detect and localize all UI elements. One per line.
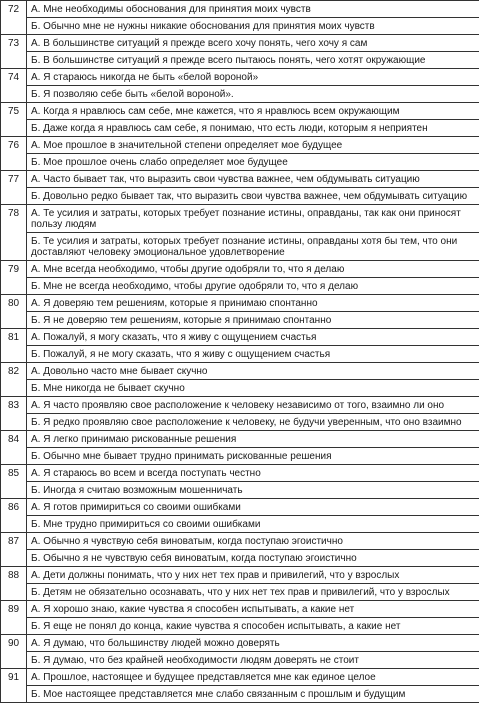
option-a-text: А. Дети должны понимать, что у них нет тех прав и привилегий, что у взрослых <box>27 567 479 584</box>
option-b-text: Б. Довольно редко бывает так, что выразить свои чувства важнее, чем обдумывать ситуацию <box>27 188 479 205</box>
option-b-text: Б. Обычно мне бывает трудно принимать рискованные решения <box>27 448 479 465</box>
option-b-text: Б. Мне трудно примириться со своими ошибками <box>27 516 479 533</box>
question-row-a <box>1 205 479 233</box>
question-number: 76 <box>1 137 27 171</box>
option-b-text: Б. Пожалуй, я не могу сказать, что я живу с ощущением счастья <box>27 346 479 363</box>
option-b-text: Б. Мне не всегда необходимо, чтобы другие одобряли то, что я делаю <box>27 278 479 295</box>
question-number: 91 <box>1 669 27 703</box>
option-b-text: Б. Я редко проявляю свое расположение к человеку, не будучи уверенным, что оно взаимно <box>27 414 479 431</box>
question-row-a <box>1 397 479 414</box>
question-row-b <box>1 86 479 103</box>
question-number: 73 <box>1 35 27 69</box>
option-b-text: Б. Обычно я не чувствую себя виноватым, когда поступаю эгоистично <box>27 550 479 567</box>
question-row-a <box>1 465 479 482</box>
option-a-text: А. Я доверяю тем решениям, которые я принимаю спонтанно <box>27 295 479 312</box>
question-number: 75 <box>1 103 27 137</box>
question-row-a <box>1 601 479 618</box>
option-a-text: А. Пожалуй, я могу сказать, что я живу с ощущением счастья <box>27 329 479 346</box>
question-row-a <box>1 431 479 448</box>
question-row-b <box>1 482 479 499</box>
question-row-b <box>1 278 479 295</box>
question-row-a <box>1 635 479 652</box>
option-b-text: Б. Я позволяю себе быть «белой вороной». <box>27 86 479 103</box>
question-row-a <box>1 295 479 312</box>
question-number: 88 <box>1 567 27 601</box>
question-number: 89 <box>1 601 27 635</box>
option-b-text: Б. Мое настоящее представляется мне слабо связанным с прошлым и будущим <box>27 686 479 703</box>
option-b-text: Б. Детям не обязательно осознавать, что у них нет тех прав и привилегий, что у взрослых <box>27 584 479 601</box>
option-a-text: А. Прошлое, настоящее и будущее представляется мне как единое целое <box>27 669 479 686</box>
option-a-text: А. Я думаю, что большинству людей можно доверять <box>27 635 479 652</box>
option-a-text: А. Я легко принимаю рискованные решения <box>27 431 479 448</box>
option-a-text: А. Я хорошо знаю, какие чувства я способен испытывать, а какие нет <box>27 601 479 618</box>
option-b-text: Б. Я не доверяю тем решениям, которые я принимаю спонтанно <box>27 312 479 329</box>
question-row-b <box>1 448 479 465</box>
question-row-b <box>1 618 479 635</box>
question-number: 85 <box>1 465 27 499</box>
question-number: 80 <box>1 295 27 329</box>
question-number: 82 <box>1 363 27 397</box>
question-row-b <box>1 380 479 397</box>
question-row-b <box>1 154 479 171</box>
question-number: 72 <box>1 1 27 35</box>
question-row-a <box>1 171 479 188</box>
question-row-a <box>1 1 479 18</box>
question-row-a <box>1 363 479 380</box>
question-row-a <box>1 567 479 584</box>
question-row-b <box>1 584 479 601</box>
option-a-text: А. Я стараюсь никогда не быть «белой вороной» <box>27 69 479 86</box>
question-row-b <box>1 686 479 703</box>
question-row-b <box>1 233 479 261</box>
question-number: 74 <box>1 69 27 103</box>
question-row-b <box>1 346 479 363</box>
option-b-text: Б. Я думаю, что без крайней необходимости людям доверять не стоит <box>27 652 479 669</box>
option-b-text: Б. Иногда я считаю возможным мошенничать <box>27 482 479 499</box>
question-row-b <box>1 652 479 669</box>
question-number: 83 <box>1 397 27 431</box>
question-number: 90 <box>1 635 27 669</box>
question-row-b <box>1 516 479 533</box>
option-a-text: А. Я готов примириться со своими ошибками <box>27 499 479 516</box>
question-row-b <box>1 120 479 137</box>
option-a-text: А. В большинстве ситуаций я прежде всего хочу понять, чего хочу я сам <box>27 35 479 52</box>
question-row-b <box>1 52 479 69</box>
option-b-text: Б. Я еще не понял до конца, какие чувства я способен испытывать, а какие нет <box>27 618 479 635</box>
option-b-text: Б. В большинстве ситуаций я прежде всего пытаюсь понять, чего хотят окружающие <box>27 52 479 69</box>
option-b-text: Б. Даже когда я нравлюсь сам себе, я понимаю, что есть люди, которым я неприятен <box>27 120 479 137</box>
option-a-text: А. Мне всегда необходимо, чтобы другие одобряли то, что я делаю <box>27 261 479 278</box>
question-row-b <box>1 18 479 35</box>
question-row-a <box>1 69 479 86</box>
question-number: 87 <box>1 533 27 567</box>
option-a-text: А. Я часто проявляю свое расположение к человеку независимо от того, взаимно ли оно <box>27 397 479 414</box>
question-row-a <box>1 261 479 278</box>
question-row-a <box>1 137 479 154</box>
question-number: 78 <box>1 205 27 261</box>
option-a-text: А. Мне необходимы обоснования для принятия моих чувств <box>27 1 479 18</box>
question-number: 86 <box>1 499 27 533</box>
option-a-text: А. Обычно я чувствую себя виноватым, когда поступаю эгоистично <box>27 533 479 550</box>
question-row-b <box>1 550 479 567</box>
option-a-text: А. Те усилия и затраты, которых требует познание истины, оправданы, так как они приносят пользу людям <box>27 205 479 233</box>
question-row-a <box>1 669 479 686</box>
question-number: 81 <box>1 329 27 363</box>
option-b-text: Б. Мое прошлое очень слабо определяет мое будущее <box>27 154 479 171</box>
option-b-text: Б. Обычно мне не нужны никакие обоснования для принятия моих чувств <box>27 18 479 35</box>
option-a-text: А. Часто бывает так, что выразить свои чувства важнее, чем обдумывать ситуацию <box>27 171 479 188</box>
question-row-b <box>1 188 479 205</box>
option-a-text: А. Мое прошлое в значительной степени определяет мое будущее <box>27 137 479 154</box>
option-b-text: Б. Мне никогда не бывает скучно <box>27 380 479 397</box>
question-row-a <box>1 35 479 52</box>
option-a-text: А. Я стараюсь во всем и всегда поступать честно <box>27 465 479 482</box>
question-row-b <box>1 312 479 329</box>
question-row-a <box>1 499 479 516</box>
question-row-b <box>1 414 479 431</box>
option-a-text: А. Когда я нравлюсь сам себе, мне кажется, что я нравлюсь всем окружающим <box>27 103 479 120</box>
option-b-text: Б. Те усилия и затраты, которых требует познание истины, оправданы хотя бы тем, что они доставляют человеку эмоциональное удовлетворение <box>27 233 479 261</box>
question-number: 79 <box>1 261 27 295</box>
question-row-a <box>1 329 479 346</box>
question-row-a <box>1 533 479 550</box>
question-number: 77 <box>1 171 27 205</box>
question-number: 84 <box>1 431 27 465</box>
questionnaire-body <box>1 1 479 703</box>
question-row-a <box>1 103 479 120</box>
option-a-text: А. Довольно часто мне бывает скучно <box>27 363 479 380</box>
